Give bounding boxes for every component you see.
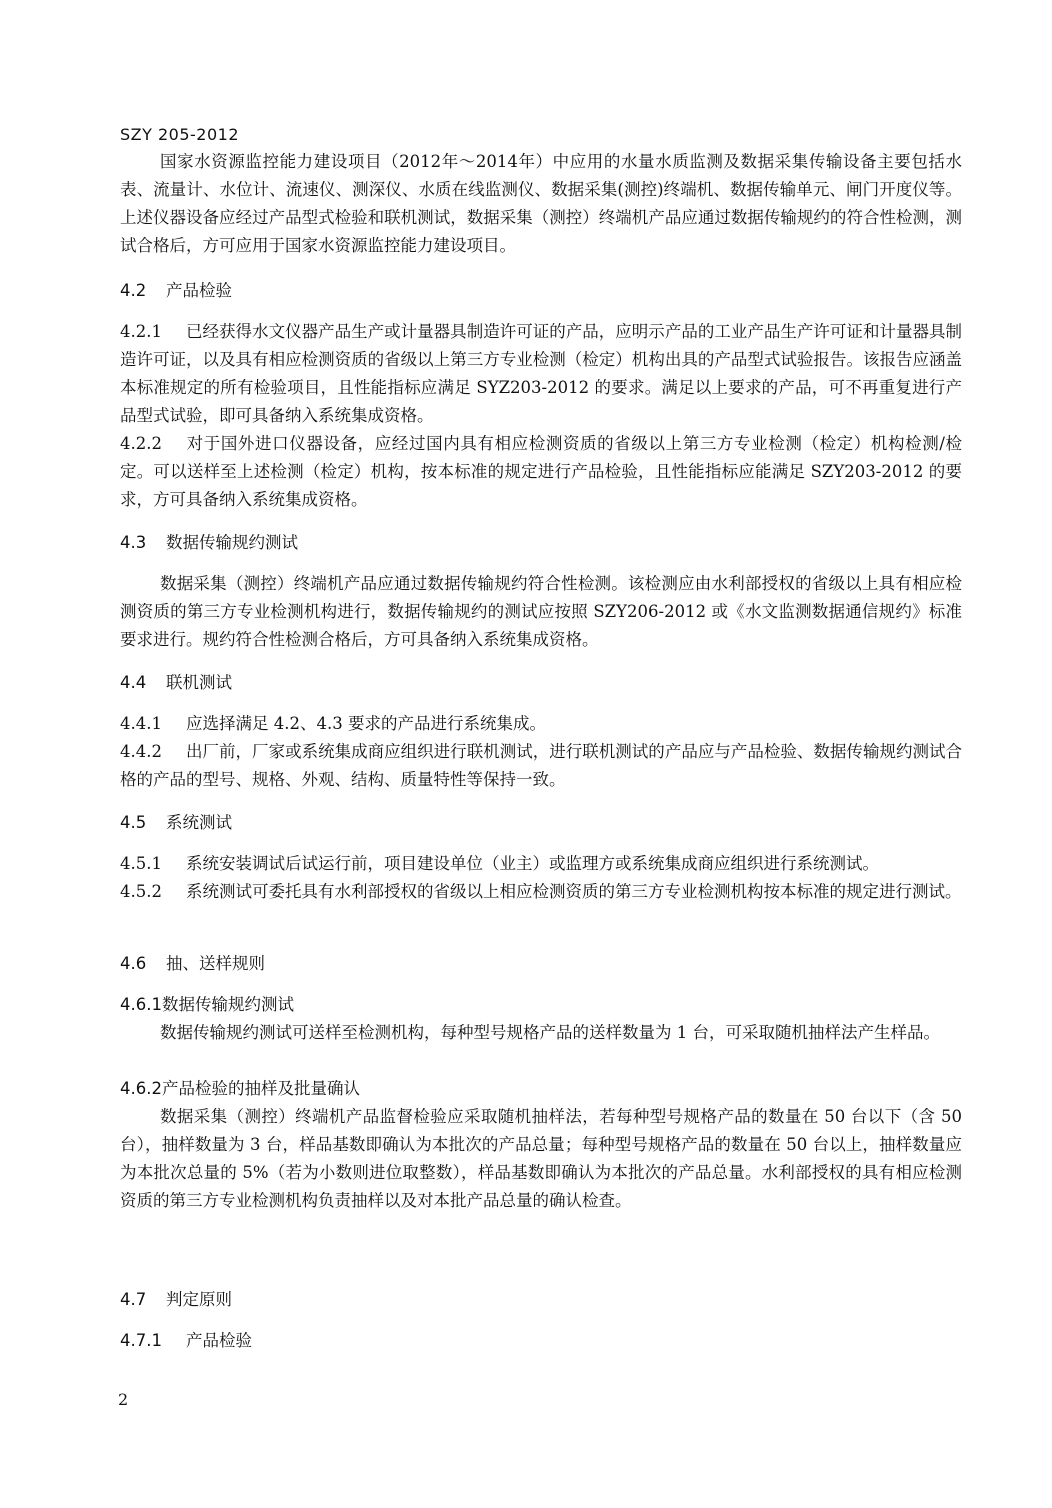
clause-number: 4.5.1 <box>120 854 162 873</box>
section-number: 4.3 <box>120 533 147 552</box>
subsection-title: 产品检验的抽样及批量确认 <box>161 1079 360 1098</box>
clause-4-5-2 <box>120 878 962 906</box>
clause-4-2-1 <box>120 318 962 430</box>
clause-text: 出厂前，厂家或系统集成商应组织进行联机测试，进行联机测试的产品应与产品检验、数据传输规约测试合格的产品的型号、规格、外观、结构、质量特性等保持一致。 <box>120 742 962 789</box>
section-number: 4.6 <box>120 954 147 973</box>
subsection-title: 数据传输规约测试 <box>161 995 294 1014</box>
subsection-4-6-1-heading <box>120 991 294 1019</box>
section-title: 数据传输规约测试 <box>166 533 298 552</box>
subsection-4-7-1-heading <box>120 1327 252 1355</box>
clause-number: 4.2.1 <box>120 322 162 341</box>
section-title: 系统测试 <box>166 813 232 832</box>
section-title: 判定原则 <box>166 1290 232 1309</box>
subsection-number: 4.6.1 <box>120 995 162 1014</box>
subsection-title: 产品检验 <box>186 1331 252 1350</box>
section-title: 产品检验 <box>166 281 232 300</box>
subsection-4-6-1-paragraph: 数据传输规约测试可送样至检测机构，每种型号规格产品的送样数量为 1 台，可采取随机抽样法产生样品。 <box>160 1023 940 1042</box>
clause-text: 应选择满足 4.2、4.3 要求的产品进行系统集成。 <box>186 714 546 733</box>
section-4-7-heading <box>120 1286 232 1314</box>
clause-text: 已经获得水文仪器产品生产或计量器具制造许可证的产品，应明示产品的工业产品生产许可证和计量器具制造许可证，以及具有相应检测资质的省级以上第三方专业检测（检定）机构出具的产品型式试验报告。该报告应涵盖本标准规定的所有检验项目，且性能指标应满足 SYZ203-2012 的要求。满足以上要求的产品，可不再重复进行产品型式试验，即可具备纳入系统集成资格。 <box>120 322 962 425</box>
section-4-6-heading <box>120 950 265 978</box>
section-number: 4.5 <box>120 813 147 832</box>
subsection-4-6-2-paragraph: 数据采集（测控）终端机产品监督检验应采取随机抽样法，若每种型号规格产品的数量在 50 台以下（含 50 台），抽样数量为 3 台，样品基数即确认为本批次的产品总量；每种型号规格产品的数量在 50 台以上，抽样数量应为本批次总量的 5%（若为小数则进位取整数），样品基数即确认为本批次的产品总量。水利部授权的具有相应检测资质的第三方专业检测机构负责抽样以及对本批产品总量的确认检查。 <box>120 1107 962 1210</box>
subsection-number: 4.6.2 <box>120 1079 162 1098</box>
clause-text: 系统测试可委托具有水利部授权的省级以上相应检测资质的第三方专业检测机构按本标准的规定进行测试。 <box>186 882 962 901</box>
clause-4-4-2 <box>120 738 962 794</box>
subsection-number: 4.7.1 <box>120 1331 162 1350</box>
section-title: 联机测试 <box>166 673 232 692</box>
clause-number: 4.2.2 <box>120 434 162 453</box>
clause-4-2-2 <box>120 430 962 514</box>
clause-number: 4.5.2 <box>120 882 162 901</box>
clause-text: 系统安装调试后试运行前，项目建设单位（业主）或监理方或系统集成商应组织进行系统测试。 <box>186 854 879 873</box>
intro-paragraph: 国家水资源监控能力建设项目（2012年～2014年）中应用的水量水质监测及数据采集传输设备主要包括水表、流量计、水位计、流速仪、测深仪、水质在线监测仪、数据采集(测控)终端机、数据传输单元、闸门开度仪等。上述仪器设备应经过产品型式检验和联机测试，数据采集（测控）终端机产品应通过数据传输规约的符合性检测，测试合格后，方可应用于国家水资源监控能力建设项目。 <box>120 152 962 255</box>
clause-number: 4.4.2 <box>120 742 162 761</box>
section-4-2-heading <box>120 277 232 305</box>
section-4-3-heading <box>120 529 298 557</box>
section-4-4-heading <box>120 669 232 697</box>
clause-text: 对于国外进口仪器设备，应经过国内具有相应检测资质的省级以上第三方专业检测（检定）机构检测/检定。可以送样至上述检测（检定）机构，按本标准的规定进行产品检验，且性能指标应能满足 SZY203-2012 的要求，方可具备纳入系统集成资格。 <box>120 434 962 509</box>
page-number: 2 <box>118 1390 129 1409</box>
section-4-3-paragraph: 数据采集（测控）终端机产品应通过数据传输规约符合性检测。该检测应由水利部授权的省级以上具有相应检测资质的第三方专业检测机构进行，数据传输规约的测试应按照 SZY206-2012 或《水文监测数据通信规约》标准要求进行。规约符合性检测合格后，方可具备纳入系统集成资格。 <box>120 574 962 649</box>
section-title: 抽、送样规则 <box>166 954 265 973</box>
subsection-4-6-2-heading <box>120 1075 360 1103</box>
standard-code: SZY 205-2012 <box>120 125 240 144</box>
section-number: 4.2 <box>120 281 147 300</box>
section-4-5-heading <box>120 809 232 837</box>
section-number: 4.4 <box>120 673 147 692</box>
clause-4-5-1 <box>120 850 962 878</box>
clause-number: 4.4.1 <box>120 714 162 733</box>
clause-4-4-1 <box>120 710 962 738</box>
section-number: 4.7 <box>120 1290 147 1309</box>
